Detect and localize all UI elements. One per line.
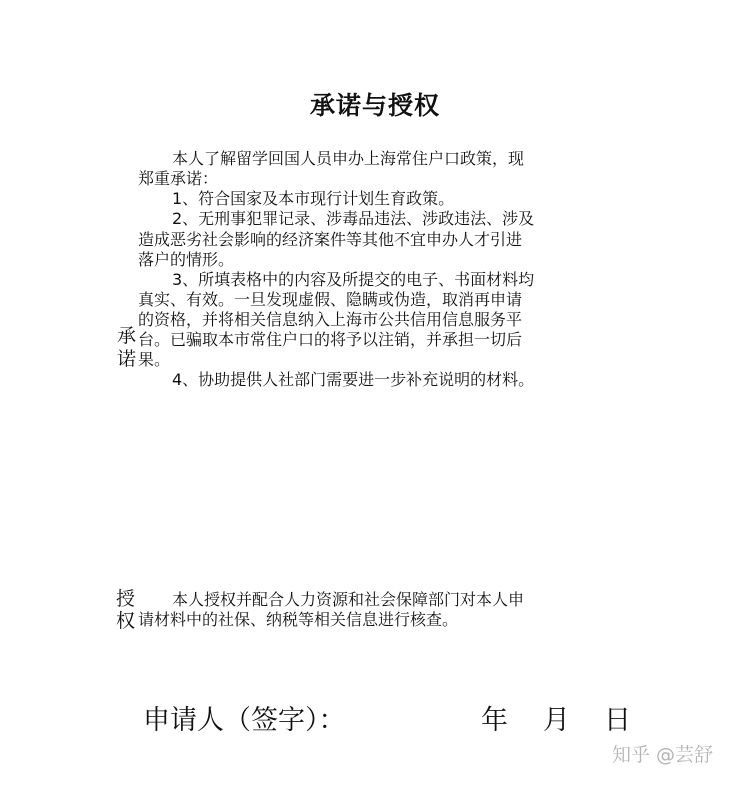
commitment-item-4: 4、协助提供人社部门需要进一步补充说明的材料。: [172, 370, 535, 389]
commitment-line: 落户的情形。: [138, 250, 235, 269]
signature-month: 月: [543, 705, 570, 736]
commitment-item-3: 3、所填表格中的内容及所提交的电子、书面材料均: [172, 270, 535, 289]
authorization-line: 请材料中的社保、纳税等相关信息进行核查。: [138, 610, 459, 629]
document-title: 承诺与授权: [309, 91, 440, 120]
commitment-line: 台。已骗取本市常住户口的将予以注销，并承担一切后: [138, 330, 523, 349]
authorization-side-label-2: 权: [116, 610, 136, 632]
commitment-line: 造成恶劣社会影响的经济案件等其他不宜申办人才引进: [138, 230, 523, 249]
signature-day: 日: [604, 705, 631, 736]
commitment-line: 真实、有效。一旦发现虚假、隐瞒或伪造，取消再申请: [138, 290, 523, 309]
signature-label: 申请人（签字）：: [143, 705, 346, 736]
commitment-item-1: 1、符合国家及本市现行计划生育政策。: [172, 189, 455, 208]
watermark: 知乎 @芸舒: [612, 744, 714, 766]
authorization-side-label-1: 授: [116, 588, 136, 610]
commitment-line: 本人了解留学回国人员申办上海常住户口政策，现: [172, 149, 525, 168]
commitment-line: 果。: [138, 350, 171, 369]
authorization-line: 本人授权并配合人力资源和社会保障部门对本人申: [172, 590, 525, 609]
signature-year: 年: [481, 705, 508, 736]
commitment-line: 郑重承诺：: [138, 169, 219, 188]
commitment-side-label-1: 承: [117, 325, 137, 347]
commitment-side-label-2: 诺: [117, 348, 137, 370]
commitment-item-2: 2、无刑事犯罪记录、涉毒品违法、涉政违法、涉及: [172, 209, 535, 228]
commitment-line: 的资格，并将相关信息纳入上海市公共信用信息服务平: [138, 310, 523, 329]
